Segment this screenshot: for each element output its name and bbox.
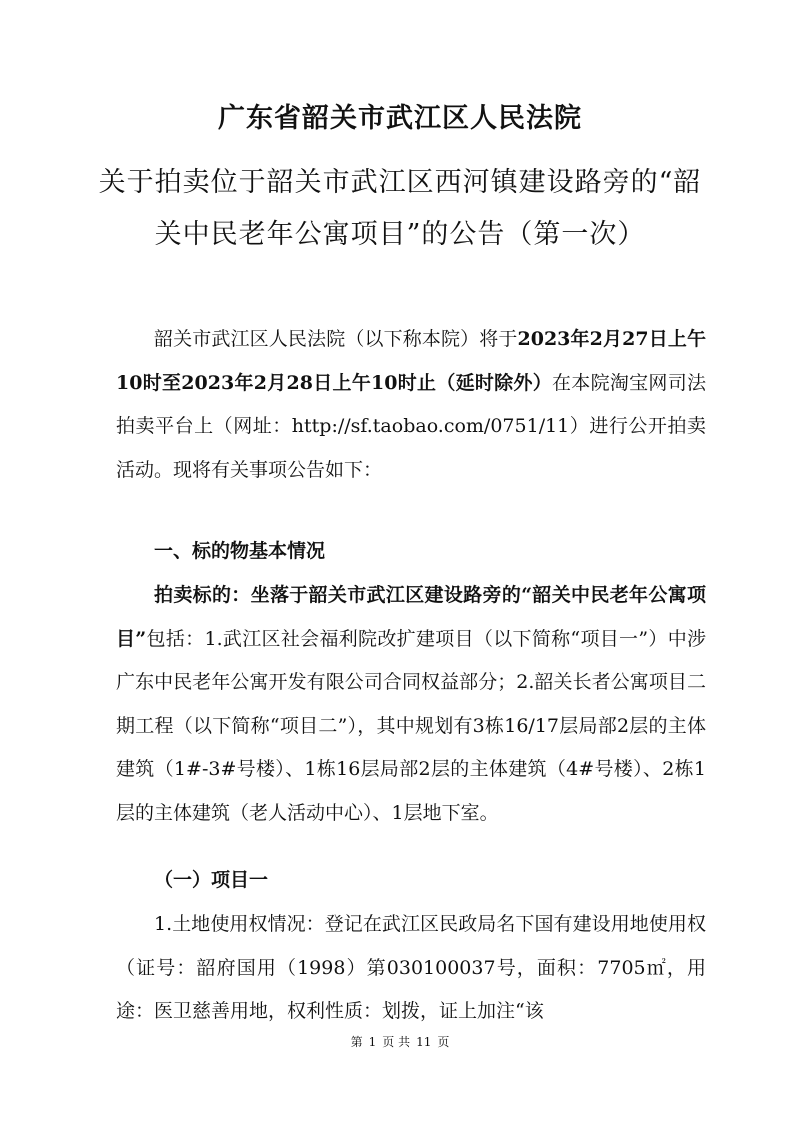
auction-period: 2023年2月27日上午10时至2023年2月28日上午10时止（延时除外） <box>116 328 706 394</box>
footer-label-suffix: 页 <box>437 1035 450 1049</box>
section-heading-1: 一、标的物基本情况 <box>154 540 326 562</box>
auction-subject-lead: 拍卖标的：坐落于韶关市武江区建设路旁的“韶关中民老年公寓项目” <box>116 584 706 650</box>
announcement-title-line-2: 关中民老年公寓项目”的公告（第一次） <box>154 219 646 250</box>
auction-subject-paragraph <box>116 574 706 835</box>
footer-page-total: 11 <box>416 1035 432 1049</box>
page-footer <box>0 1033 800 1050</box>
auction-subject-text: 包括：1.武江区社会福利院改扩建项目（以下简称“项目一”）中涉广东中民老年公寓开发有限公司合同权益部分；2.韶关长者公寓项目二期工程（以下简称“项目二”），其中规划有3栋16/17层局部2层的主体建筑（1#-3#号楼）、1栋16层局部2层的主体建筑（4#号楼）、2栋1层的主体建筑（老人活动中心）、1层地下室。 <box>116 627 706 824</box>
footer-label-prefix: 第 <box>350 1035 363 1049</box>
subsection-heading-project-1: （一）项目一 <box>154 869 269 891</box>
land-use-paragraph: 1.土地使用权情况：登记在武江区民政局名下国有建设用地使用权（证号：韶府国用（1998）第030100037号，面积：7705㎡，用途：医卫慈善用地，权利性质：划拨，证上加注“该 <box>116 913 706 1022</box>
announcement-title-line-1: 关于拍卖位于韶关市武江区西河镇建设路旁的“韶 <box>98 167 702 198</box>
intro-text-2: 在本院淘宝网司法拍卖平台上（网址：http://sf.taobao.com/0751/11）进行公开拍卖活动。现将有关事项公告如下： <box>116 371 706 481</box>
intro-text-1: 韶关市武江区人民法院（以下称本院）将于 <box>154 328 518 350</box>
intro-paragraph <box>116 318 706 492</box>
footer-page-current: 1 <box>368 1035 377 1049</box>
court-name: 广东省韶关市武江区人民法院 <box>218 103 582 134</box>
footer-label-middle: 页 共 <box>382 1035 411 1049</box>
